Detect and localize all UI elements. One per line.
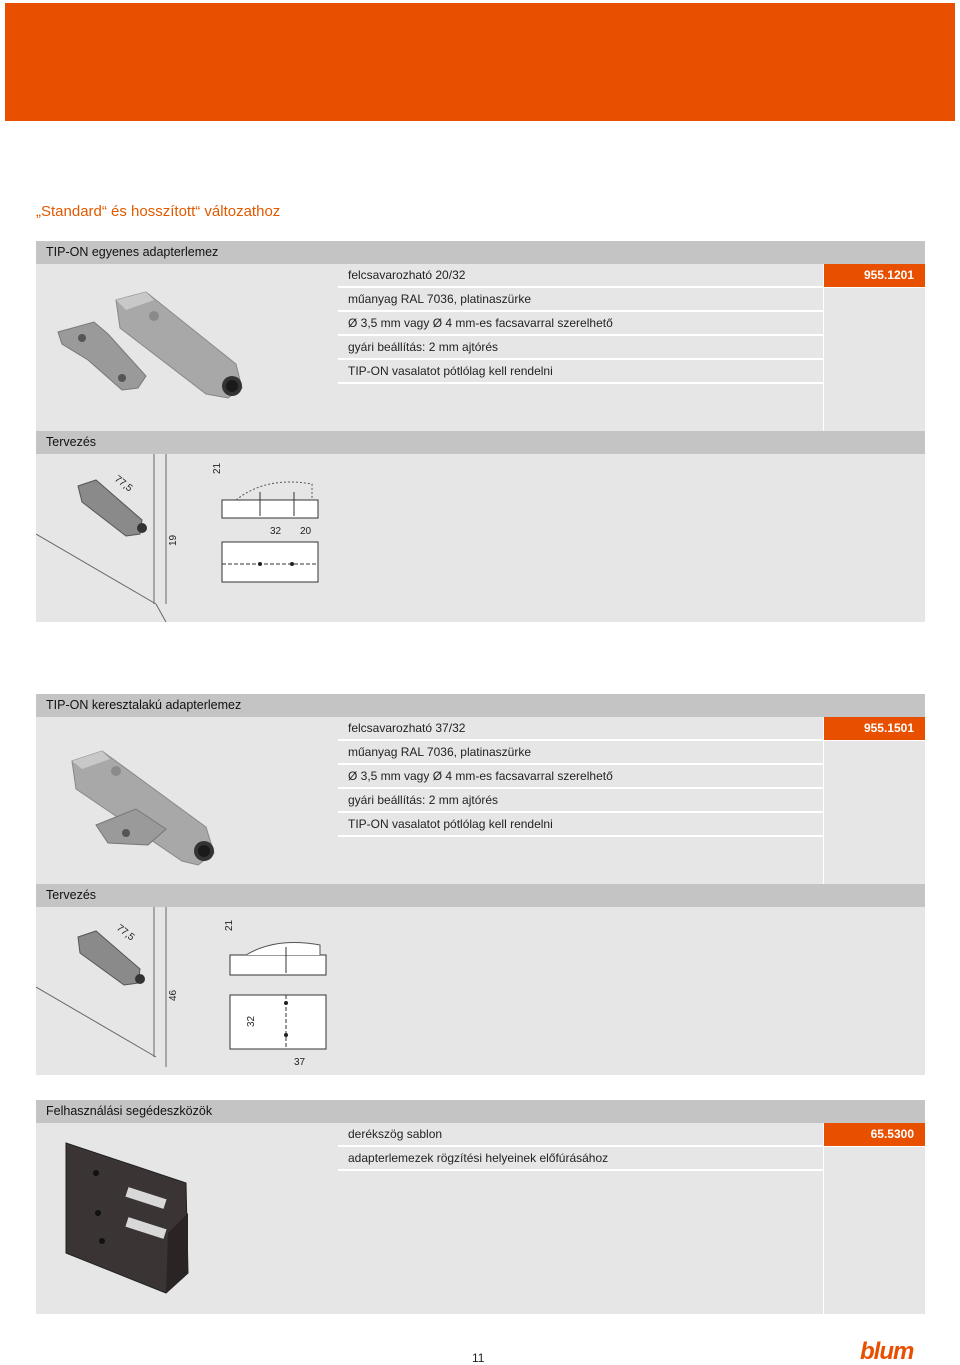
planning-drawing-cross: [36, 907, 925, 1075]
dim-37: 37: [294, 1057, 306, 1068]
straight-adapter-image: [36, 264, 338, 431]
dim-77-5: 77,5: [112, 473, 135, 495]
spec-row: gyári beállítás: 2 mm ajtórés: [338, 789, 823, 812]
dim-20: 20: [300, 526, 312, 537]
spec-row: felcsavarozható 20/32: [338, 264, 823, 287]
spec-filler: [338, 1171, 823, 1314]
template-tool-image: [36, 1123, 338, 1314]
page-title: „Standard“ és hosszított“ változathoz: [36, 203, 281, 220]
section-header-cross-adapter: TIP-ON keresztalakú adapterlemez: [36, 694, 925, 717]
article-filler: [824, 1147, 925, 1314]
planning-drawing-straight: [36, 454, 925, 622]
section-header-straight-adapter: TIP-ON egyenes adapterlemez: [36, 241, 925, 264]
article-filler: [824, 288, 925, 431]
spec-row: gyári beállítás: 2 mm ajtórés: [338, 336, 823, 359]
article-number: 955.1201: [824, 264, 925, 287]
spec-row: felcsavarozható 37/32: [338, 717, 823, 740]
spec-row: derékszög sablon: [338, 1123, 823, 1146]
product-image-panel: [36, 1123, 338, 1314]
spec-row: adapterlemezek rögzítési helyeinek előfúrásához: [338, 1147, 823, 1170]
spec-row: TIP-ON vasalatot pótlólag kell rendelni: [338, 813, 823, 836]
spec-filler: [338, 384, 823, 431]
product-image-panel: [36, 717, 338, 884]
spec-row: műanyag RAL 7036, platinaszürke: [338, 288, 823, 311]
spec-row: műanyag RAL 7036, platinaszürke: [338, 741, 823, 764]
spec-filler: [338, 837, 823, 884]
dim-77-5: 77,5: [114, 922, 137, 944]
page-number: 11: [472, 1351, 485, 1365]
dim-32: 32: [246, 1015, 257, 1027]
article-number: 955.1501: [824, 717, 925, 740]
blum-logo: blum: [860, 1338, 914, 1365]
spec-row: TIP-ON vasalatot pótlólag kell rendelni: [338, 360, 823, 383]
dim-46: 46: [168, 989, 179, 1001]
top-banner: [5, 3, 955, 121]
product-image-panel: [36, 264, 338, 431]
dim-21: 21: [224, 919, 235, 931]
planning-panel: [36, 907, 925, 1075]
planning-panel: [36, 454, 925, 622]
article-number: 65.5300: [824, 1123, 925, 1146]
dim-21: 21: [212, 462, 223, 474]
article-filler: [824, 741, 925, 884]
cross-adapter-image: [36, 717, 338, 884]
dim-19: 19: [168, 534, 179, 546]
section-header-planning: Tervezés: [36, 431, 925, 454]
dim-32: 32: [270, 526, 282, 537]
section-header-tools: Felhasználási segédeszközök: [36, 1100, 925, 1123]
spec-row: Ø 3,5 mm vagy Ø 4 mm-es facsavarral szerelhető: [338, 765, 823, 788]
spec-row: Ø 3,5 mm vagy Ø 4 mm-es facsavarral szerelhető: [338, 312, 823, 335]
section-header-planning: Tervezés: [36, 884, 925, 907]
